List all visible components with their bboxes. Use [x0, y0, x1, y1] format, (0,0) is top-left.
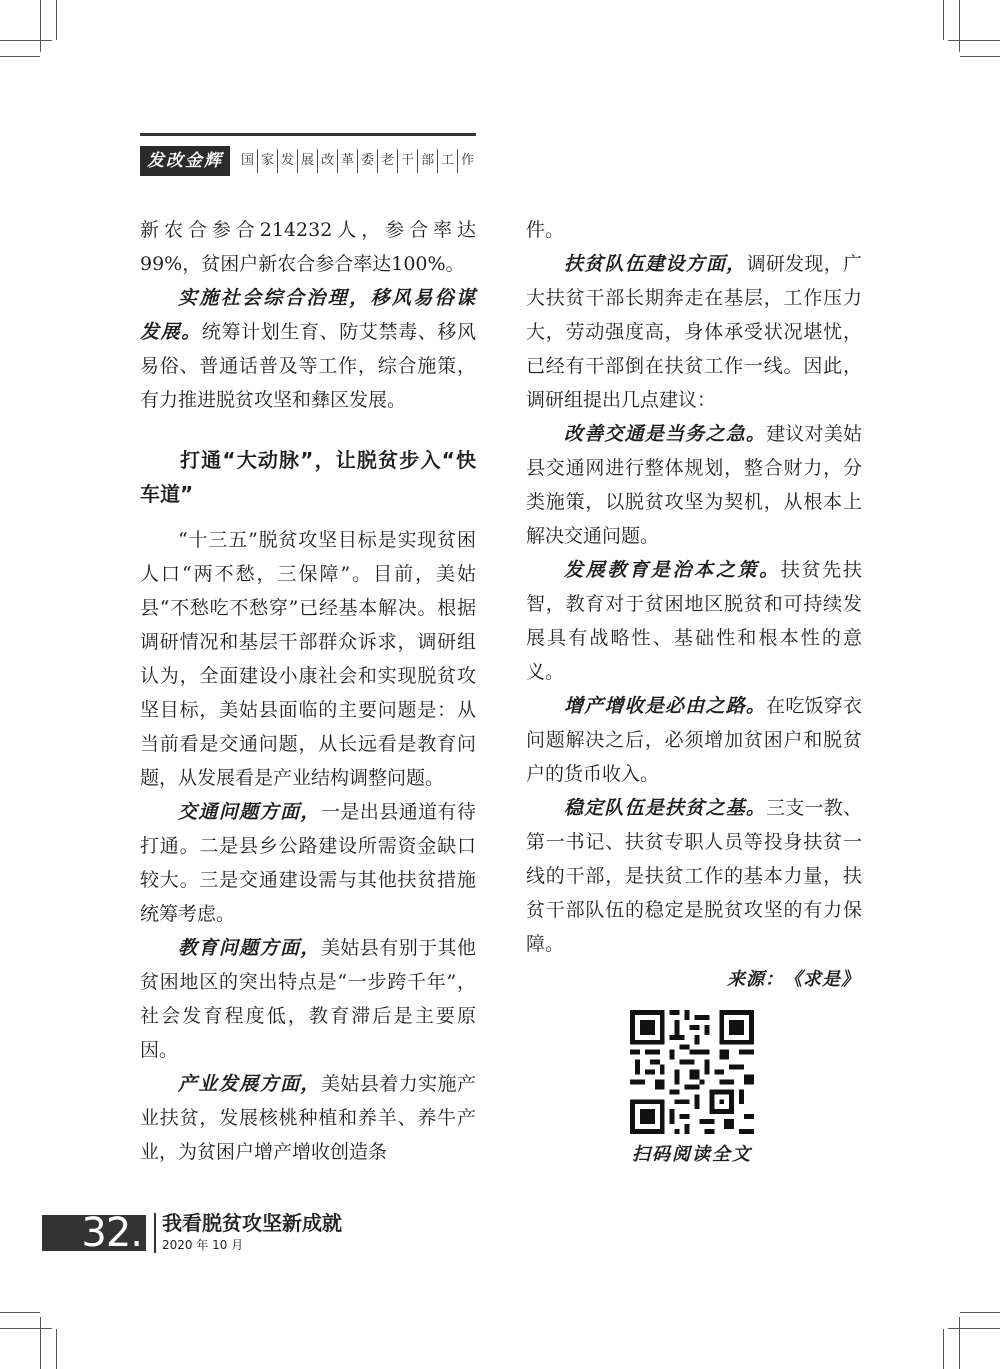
paragraph-body: 三支一教、第一书记、扶贫专职人员等投身扶贫一线的干部，是扶贫工作的基本力量，扶贫干部队伍的稳定是脱贫攻坚的有力保障。 — [526, 797, 862, 955]
crop-mark — [943, 0, 944, 40]
crop-mark — [0, 1312, 40, 1313]
org-char: 发 — [278, 149, 298, 173]
paragraph — [140, 795, 476, 931]
paragraph — [526, 417, 862, 553]
paragraph-lead: 实施社会综合治理，移风易俗谋发展。 — [140, 287, 476, 343]
crop-mark — [960, 1312, 1000, 1313]
paragraph-lead: 发展教育是治本之策。 — [564, 559, 781, 581]
paragraph-body: 统筹计划生育、防艾禁毒、移风易俗、普通话普及等工作，综合施策，有力推进脱贫攻坚和彝区发展。 — [140, 321, 476, 411]
left-column — [140, 213, 476, 1169]
header-rule — [140, 133, 476, 136]
paragraph-body: 建议对美姑县交通网进行整体规划，整合财力，分类施策，以脱贫攻坚为契机，从根本上解决交通问题。 — [526, 423, 862, 547]
paragraph: 件。 — [526, 219, 565, 241]
org-char: 工 — [438, 149, 458, 173]
qr-code[interactable] — [630, 1010, 754, 1134]
paragraph: “十三五”脱贫攻坚目标是实现贫困人口“两不愁，三保障”。目前，美姑县“不愁吃不愁穿”已经基本解决。根据调研情况和基层干部群众诉求，调研组认为，全面建设小康社会和实现脱贫攻坚目标，美姑县面临的主要问题是：从当前看是交通问题，从长远看是教育问题，从发展看是产业结构调整问题。 — [140, 529, 476, 789]
crop-mark — [0, 56, 40, 57]
paragraph — [140, 1067, 476, 1169]
org-char: 展 — [298, 149, 318, 173]
footer-divider — [154, 1213, 156, 1253]
paragraph-lead: 增产增收是必由之路。 — [564, 695, 767, 717]
paragraph-body: 扶贫先扶智，教育对于贫困地区脱贫和可持续发展具有战略性、基础性和根本性的意义。 — [526, 559, 862, 683]
source-credit: 来源：《求是》 — [727, 969, 860, 990]
paragraph — [526, 791, 862, 961]
publication-date: 2020 年 10 月 — [162, 1238, 244, 1252]
crop-mark — [40, 0, 41, 52]
paragraph-body: 在吃饭穿衣问题解决之后，必须增加贫困户和脱贫户的货币收入。 — [526, 695, 862, 785]
section-tag: 发改金辉 — [140, 146, 230, 176]
paragraph — [526, 553, 862, 689]
crop-mark — [959, 0, 960, 52]
paragraph-lead: 产业发展方面， — [178, 1073, 321, 1095]
section-heading: 打通“大动脉”，让脱贫步入“快车道” — [140, 448, 476, 506]
paragraph — [526, 689, 862, 791]
org-char: 作 — [461, 153, 475, 168]
page-number: 32. — [42, 1215, 146, 1251]
paragraph — [526, 247, 862, 417]
org-char: 改 — [318, 149, 338, 173]
org-char: 家 — [258, 149, 278, 173]
org-char: 革 — [338, 149, 358, 173]
org-char: 国 — [238, 149, 258, 173]
crop-mark — [40, 1317, 41, 1369]
paragraph-lead: 教育问题方面， — [178, 937, 321, 959]
crop-mark — [960, 56, 1000, 57]
paragraph — [140, 931, 476, 1067]
crop-mark — [0, 1328, 52, 1329]
crop-mark — [56, 1329, 57, 1369]
crop-mark — [948, 1328, 1000, 1329]
paragraph-lead: 改善交通是当务之急。 — [564, 423, 767, 445]
org-char: 干 — [398, 149, 418, 173]
paragraph — [140, 281, 476, 417]
publication-title: 我看脱贫攻坚新成就 — [162, 1211, 342, 1235]
paragraph-lead: 扶贫队伍建设方面， — [564, 253, 747, 275]
header-org — [238, 149, 477, 173]
crop-mark — [948, 40, 1000, 41]
crop-mark — [959, 1317, 960, 1369]
paragraph-body: 调研发现，广大扶贫干部长期奔走在基层，工作压力大，劳动强度高，身体承受状况堪忧，已经有干部倒在扶贫工作一线。因此，调研组提出几点建议： — [526, 253, 862, 411]
paragraph-body: 美姑县有别于其他贫困地区的突出特点是“一步跨千年”，社会发育程度低，教育滞后是主要原因。 — [140, 937, 476, 1061]
crop-mark — [0, 40, 52, 41]
org-char: 部 — [418, 149, 438, 173]
paragraph-lead: 稳定队伍是扶贫之基。 — [564, 797, 767, 819]
crop-mark — [943, 1329, 944, 1369]
crop-mark — [56, 0, 57, 40]
org-char: 委 — [358, 149, 378, 173]
paragraph-body: 一是出县通道有待打通。二是县乡公路建设所需资金缺口较大。三是交通建设需与其他扶贫措施统筹考虑。 — [140, 801, 476, 925]
paragraph-body: 美姑县着力实施产业扶贫，发展核桃种植和养羊、养牛产业，为贫困户增产增收创造条 — [140, 1073, 476, 1163]
qr-caption: 扫码阅读全文 — [632, 1144, 752, 1165]
org-char: 老 — [378, 149, 398, 173]
paragraph: 新农合参合214232人，参合率达99%，贫困户新农合参合率达100%。 — [140, 219, 476, 275]
paragraph-lead: 交通问题方面， — [178, 801, 321, 823]
right-column — [526, 213, 862, 961]
